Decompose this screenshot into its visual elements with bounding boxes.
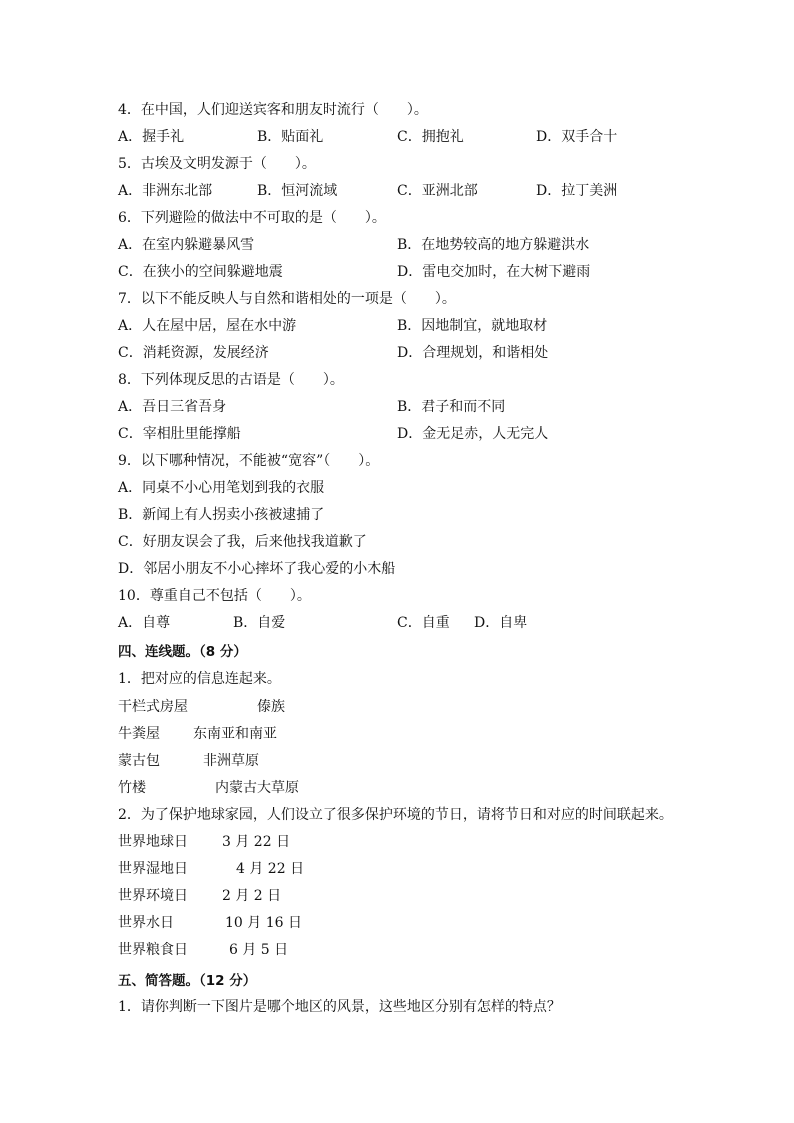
match-right-item: 3 月 22 日	[222, 834, 291, 850]
q7-option-c: C．消耗资源，发展经济	[118, 345, 269, 361]
section-5-q1-stem: 1．请你判断一下图片是哪个地区的风景，这些地区分别有怎样的特点？	[118, 999, 561, 1015]
match-left-item: 牛粪屋	[118, 726, 160, 742]
match-right-item: 东南亚和南亚	[193, 726, 277, 742]
match-right-item: 非洲草原	[203, 753, 259, 769]
question-5-stem: 5．古埃及文明发源于（ ）。	[118, 156, 316, 172]
q4-option-c: C．拥抱礼	[397, 129, 464, 145]
section-5-title: 五、简答题。（12 分）	[118, 973, 257, 989]
q6-option-c: C．在狭小的空间躲避地震	[118, 264, 283, 280]
q9-option-a: A．同桌不小心用笔划到我的衣服	[118, 480, 325, 496]
q10-option-d: D．自卑	[474, 615, 528, 631]
section-4-title: 四、连线题。（8 分）	[118, 644, 247, 660]
q6-option-a: A．在室内躲避暴风雪	[118, 237, 255, 253]
q10-option-c: C．自重	[397, 615, 450, 631]
question-7-stem: 7．以下不能反映人与自然和谐相处的一项是（ ）。	[118, 291, 456, 307]
q8-option-c: C．宰相肚里能撑船	[118, 426, 241, 442]
match-right-item: 傣族	[257, 699, 285, 715]
question-4-stem: 4．在中国，人们迎送宾客和朋友时流行（ ）。	[118, 102, 428, 118]
q8-option-d: D．金无足赤，人无完人	[397, 426, 549, 442]
match-left-item: 世界湿地日	[118, 861, 188, 877]
q4-option-d: D．双手合十	[536, 129, 618, 145]
question-9-stem: 9．以下哪种情况，不能被“宽容”（ ）。	[118, 453, 380, 469]
q6-option-b: B．在地势较高的地方躲避洪水	[397, 237, 590, 253]
match-right-item: 2 月 2 日	[222, 888, 282, 904]
q9-option-c: C．好朋友误会了我，后来他找我道歉了	[118, 534, 367, 550]
match-right-item: 6 月 5 日	[229, 942, 289, 958]
q5-option-c: C．亚洲北部	[397, 183, 478, 199]
question-8-stem: 8．下列体现反思的古语是（ ）。	[118, 372, 344, 388]
match-right-item: 内蒙古大草原	[215, 780, 299, 796]
section-4-q1-stem: 1．把对应的信息连起来。	[118, 671, 281, 687]
q7-option-b: B．因地制宜，就地取材	[397, 318, 548, 334]
q8-option-b: B．君子和而不同	[397, 399, 506, 415]
q7-option-d: D．合理规划，和谐相处	[397, 345, 549, 361]
q5-option-b: B．恒河流域	[257, 183, 338, 199]
q4-option-b: B．贴面礼	[257, 129, 324, 145]
q5-option-d: D．拉丁美洲	[536, 183, 618, 199]
match-left-item: 蒙古包	[118, 753, 160, 769]
section-4-q2-stem: 2．为了保护地球家园，人们设立了很多保护环境的节日，请将节日和对应的时间联起来。	[118, 807, 673, 823]
q4-option-a: A．握手礼	[118, 129, 185, 145]
q10-option-b: B．自爱	[233, 615, 286, 631]
match-right-item: 4 月 22 日	[236, 861, 305, 877]
q8-option-a: A．吾日三省吾身	[118, 399, 227, 415]
q6-option-d: D．雷电交加时，在大树下避雨	[397, 264, 591, 280]
q9-option-d: D．邻居小朋友不小心摔坏了我心爱的小木船	[118, 561, 396, 577]
question-6-stem: 6．下列避险的做法中不可取的是（ ）。	[118, 210, 386, 226]
match-left-item: 干栏式房屋	[118, 699, 188, 715]
match-left-item: 世界水日	[118, 915, 174, 931]
question-10-stem: 10．尊重自己不包括（ ）。	[118, 588, 311, 604]
match-left-item: 世界粮食日	[118, 942, 188, 958]
match-left-item: 世界环境日	[118, 888, 188, 904]
match-left-item: 世界地球日	[118, 834, 188, 850]
q7-option-a: A．人在屋中居，屋在水中游	[118, 318, 297, 334]
q9-option-b: B．新闻上有人拐卖小孩被逮捕了	[118, 507, 325, 523]
match-right-item: 10 月 16 日	[225, 915, 302, 931]
q10-option-a: A．自尊	[118, 615, 171, 631]
q5-option-a: A．非洲东北部	[118, 183, 213, 199]
match-left-item: 竹楼	[118, 780, 146, 796]
